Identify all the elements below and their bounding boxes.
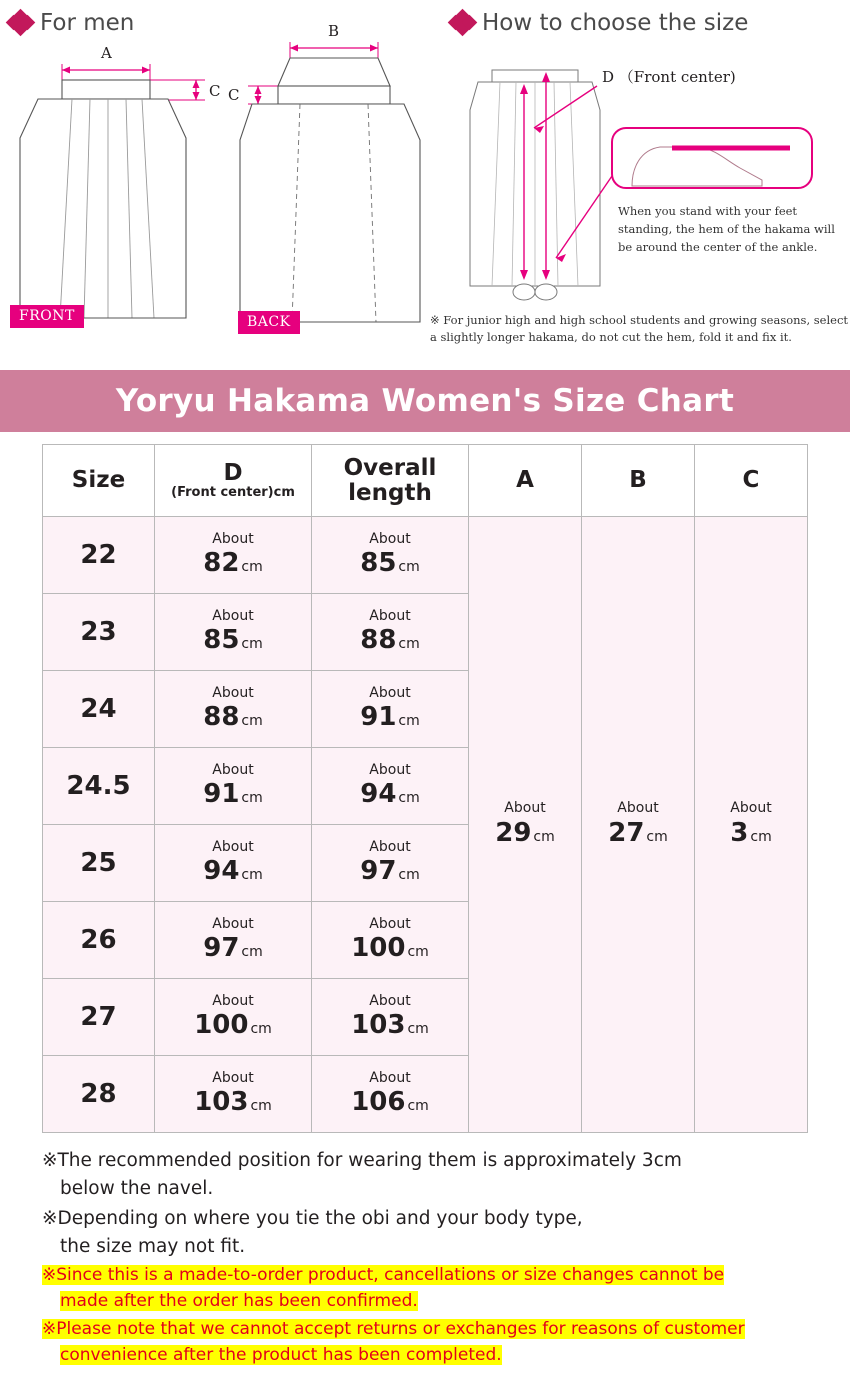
cell-d: About 97 cm — [155, 902, 312, 979]
cell-overall: About 94 cm — [312, 748, 469, 825]
cell-size: 22 — [43, 517, 155, 594]
footnotes-section — [0, 1133, 850, 1369]
cell-d: About 100 cm — [155, 979, 312, 1056]
footnote-line-wrap: convenience after the product has been completed. — [60, 1344, 502, 1365]
cell-a-merged: About 29 cm — [469, 517, 582, 1133]
diagram-section — [0, 0, 850, 370]
footnote-item-warning — [42, 1263, 820, 1315]
th-d: D (Front center)cm — [155, 445, 312, 517]
th-c: C — [695, 445, 808, 517]
panel-title-men-label: For men — [40, 10, 135, 36]
cell-size: 25 — [43, 825, 155, 902]
cell-b-merged: About 27 cm — [582, 517, 695, 1133]
cell-size: 24 — [43, 671, 155, 748]
footnote-line: ※Depending on where you tie the obi and your body type, — [42, 1208, 583, 1230]
table-header-row — [43, 445, 808, 517]
table-row — [43, 517, 808, 594]
cell-d: About 88 cm — [155, 671, 312, 748]
footnote-line: ※The recommended position for wearing them is approximately 3cm — [42, 1150, 682, 1171]
cell-overall: About 85 cm — [312, 517, 469, 594]
cell-c-merged: About 3 cm — [695, 517, 808, 1133]
cell-overall: About 100 cm — [312, 902, 469, 979]
front-view-tag: FRONT — [10, 305, 84, 328]
cell-size: 23 — [43, 594, 155, 671]
cell-size: 26 — [43, 902, 155, 979]
size-chart-table — [42, 444, 808, 1133]
cell-d: About 82 cm — [155, 517, 312, 594]
cell-overall: About 88 cm — [312, 594, 469, 671]
dim-label-b: B — [328, 22, 340, 40]
cell-overall: About 106 cm — [312, 1056, 469, 1133]
footnote-item — [42, 1205, 820, 1261]
how-to-choose-drawing — [470, 70, 812, 300]
cell-d: About 91 cm — [155, 748, 312, 825]
th-size: Size — [43, 445, 155, 517]
cell-overall: About 103 cm — [312, 979, 469, 1056]
cell-d: About 94 cm — [155, 825, 312, 902]
footnote-item-warning — [42, 1317, 820, 1369]
dim-label-c-back: C — [228, 86, 240, 104]
footnote-line: ※Please note that we cannot accept returns or exchanges for reasons of customer — [42, 1319, 745, 1340]
cell-overall: About 91 cm — [312, 671, 469, 748]
chart-title: Yoryu Hakama Women's Size Chart — [115, 383, 735, 419]
dim-label-d: D （Front center) — [602, 68, 736, 86]
chart-title-bar — [0, 370, 850, 432]
cell-d: About 103 cm — [155, 1056, 312, 1133]
th-b: B — [582, 445, 695, 517]
dim-label-a: A — [101, 44, 112, 62]
footnote-line: below the navel. — [60, 1178, 214, 1200]
back-view-drawing — [240, 42, 420, 322]
footnote-line: the size may not fit. — [60, 1236, 246, 1258]
front-view-drawing — [20, 64, 205, 318]
footnote-line: ※Since this is a made-to-order product, cancellations or size changes cannot be — [42, 1265, 725, 1286]
cell-d: About 85 cm — [155, 594, 312, 671]
cell-overall: About 97 cm — [312, 825, 469, 902]
th-a: A — [469, 445, 582, 517]
cell-size: 28 — [43, 1056, 155, 1133]
size-chart-container — [0, 432, 850, 1133]
footnote-line-wrap: made after the order has been confirmed. — [60, 1291, 418, 1312]
ankle-note-text: When you stand with your feet standing, the hem of the hakama will be around the center of the ankle. — [618, 204, 835, 254]
footnote-item — [42, 1147, 820, 1203]
growing-season-note: ※ For junior high and high school students and growing seasons, select a slightly longer hakama, do not cut the hem, fold it and fix it. — [430, 313, 849, 345]
panel-title-size-label: How to choose the size — [482, 10, 749, 36]
th-overall-length: Overall length — [312, 445, 469, 517]
cell-size: 27 — [43, 979, 155, 1056]
cell-size: 24.5 — [43, 748, 155, 825]
dim-label-c-front: C — [209, 82, 221, 100]
back-view-tag: BACK — [238, 311, 300, 334]
